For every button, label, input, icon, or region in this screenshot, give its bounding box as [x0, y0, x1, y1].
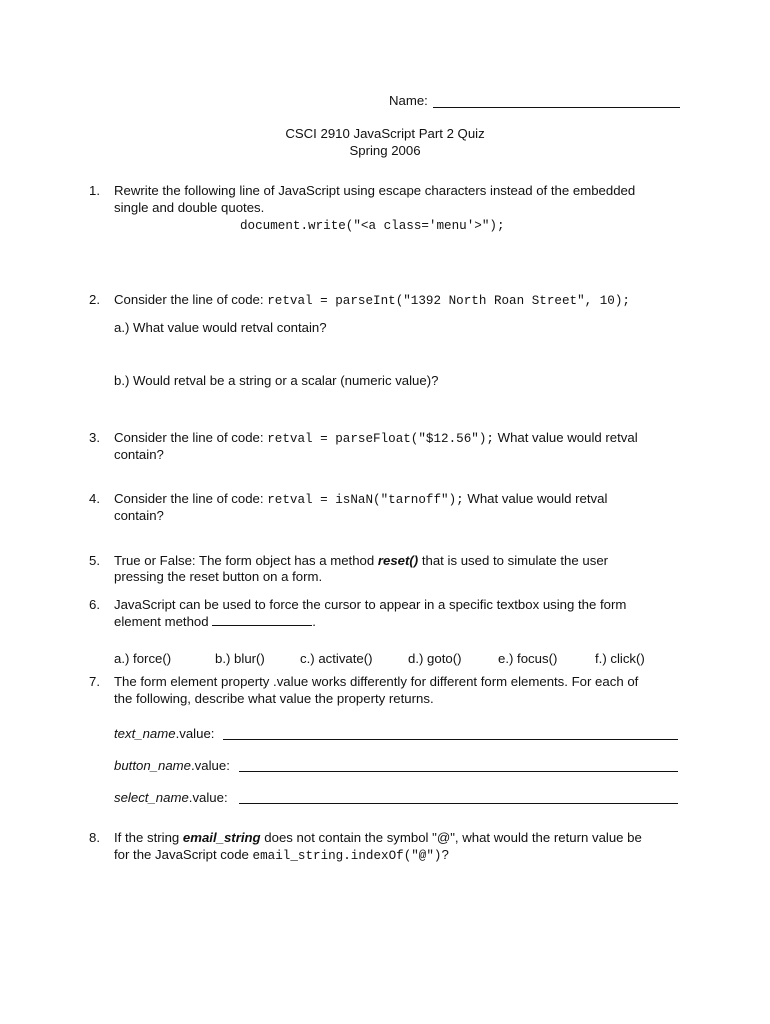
q5-method: reset()	[377, 553, 419, 568]
q3-line1	[114, 430, 638, 446]
q4-line2: contain?	[114, 508, 164, 523]
q3-code: retval = parseFloat("$12.56");	[267, 432, 494, 446]
q5-tail: that is used to simulate the user	[418, 553, 609, 568]
q7-line2: the following, describe what value the property returns.	[114, 691, 434, 706]
q5-line2: pressing the reset button on a form.	[114, 569, 323, 584]
quiz-term: Spring 2006	[349, 143, 421, 158]
q3-line2: contain?	[114, 447, 164, 462]
q8-line2-tail: ?	[441, 847, 449, 862]
name-label: Name:	[389, 93, 428, 108]
q8-number: 8.	[89, 830, 100, 845]
q7-number: 7.	[89, 674, 100, 689]
q1-line1: Rewrite the following line of JavaScript using escape characters instead of the embedded	[114, 183, 636, 198]
q3-lead: Consider the line of code:	[114, 430, 268, 445]
q6-option-a: a.) force()	[114, 651, 172, 666]
q2-line	[114, 292, 630, 308]
q1-number: 1.	[89, 183, 100, 198]
q5-number: 5.	[89, 553, 100, 568]
q6-option-c: c.) activate()	[300, 651, 373, 666]
q6-line1: JavaScript can be used to force the cursor to appear in a specific textbox using the form	[114, 597, 627, 612]
q5-lead: True or False: The form object has a method	[114, 553, 378, 568]
q1-code: document.write("<a class='menu'>");	[240, 219, 505, 233]
q7-item-button-name: button_name.value:	[114, 758, 230, 773]
q6-option-f: f.) click()	[595, 651, 645, 666]
q6-option-d: d.) goto()	[408, 651, 462, 666]
q2-part-a: a.) What value would retval contain?	[114, 320, 327, 335]
q8-line1	[114, 830, 642, 845]
q8-code: email_string.indexOf("@")	[252, 849, 442, 863]
q6-answer-blank[interactable]	[212, 614, 312, 626]
q6-option-b: b.) blur()	[215, 651, 265, 666]
q8-lead: If the string	[114, 830, 183, 845]
q4-lead: Consider the line of code:	[114, 491, 268, 506]
q1-line2: single and double quotes.	[114, 200, 265, 215]
q6-line2-tail: .	[312, 614, 316, 629]
q6-line2	[114, 614, 316, 629]
q4-line1	[114, 491, 607, 507]
q7-select-name-blank[interactable]	[239, 803, 678, 804]
q7-item-select-name: select_name.value:	[114, 790, 228, 805]
q8-line2-lead: for the JavaScript code	[114, 847, 253, 862]
q2-number: 2.	[89, 292, 100, 307]
q2-part-b: b.) Would retval be a string or a scalar (numeric value)?	[114, 373, 439, 388]
q8-var: email_string	[182, 830, 261, 845]
q2-code: retval = parseInt("1392 North Roan Street", 10);	[267, 294, 630, 308]
name-blank[interactable]	[433, 107, 680, 108]
q3-number: 3.	[89, 430, 100, 445]
q4-code: retval = isNaN("tarnoff");	[267, 493, 464, 507]
q7-line1: The form element property .value works differently for different form elements. For each of	[114, 674, 639, 689]
q5-line1	[114, 553, 608, 568]
q3-tail: What value would retval	[493, 430, 638, 445]
q2-lead: Consider the line of code:	[114, 292, 268, 307]
q7-item-text-name: text_name.value:	[114, 726, 215, 741]
q6-line2-lead: element method	[114, 614, 213, 629]
q8-tail: does not contain the symbol "@", what would the return value be	[260, 830, 642, 845]
q8-line2	[114, 847, 449, 863]
q4-number: 4.	[89, 491, 100, 506]
q7-text-name-blank[interactable]	[223, 739, 678, 740]
q4-tail: What value would retval	[463, 491, 608, 506]
q6-number: 6.	[89, 597, 100, 612]
q6-option-e: e.) focus()	[498, 651, 558, 666]
q7-button-name-blank[interactable]	[239, 771, 678, 772]
quiz-title: CSCI 2910 JavaScript Part 2 Quiz	[285, 126, 485, 141]
